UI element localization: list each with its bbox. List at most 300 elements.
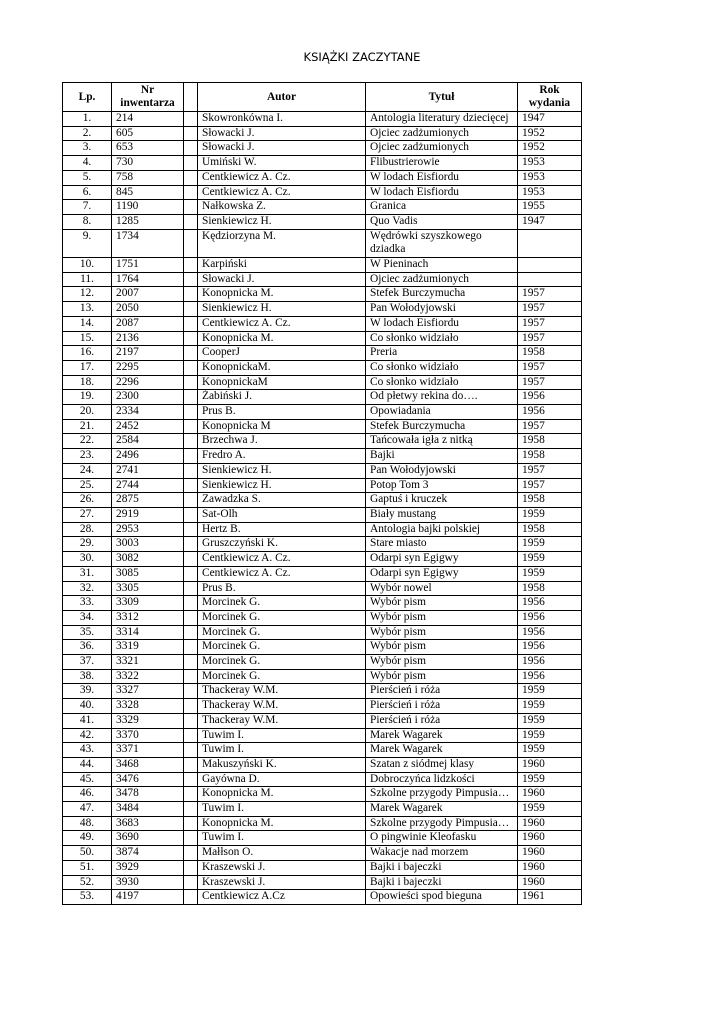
table-row: [63, 566, 582, 581]
cell-autor: Sat-Olh: [198, 507, 366, 522]
cell-rok: 1959: [518, 684, 582, 699]
cell-tytul: W Pieninach: [366, 258, 518, 273]
cell-nr-inwentarza: 2295: [112, 360, 184, 375]
cell-blank: [184, 757, 198, 772]
cell-lp: 14.: [63, 316, 112, 331]
cell-nr-inwentarza: 3322: [112, 669, 184, 684]
cell-lp: 1.: [63, 112, 112, 127]
cell-rok: 1957: [518, 375, 582, 390]
table-row: [63, 390, 582, 405]
cell-autor: Centkiewicz A. Cz.: [198, 552, 366, 567]
cell-tytul: Co słonko widziało: [366, 331, 518, 346]
cell-lp: 9.: [63, 229, 112, 257]
cell-rok: 1958: [518, 449, 582, 464]
cell-lp: 4.: [63, 156, 112, 171]
cell-blank: [184, 112, 198, 127]
cell-rok: 1956: [518, 625, 582, 640]
cell-rok: 1958: [518, 522, 582, 537]
cell-tytul: Bajki: [366, 449, 518, 464]
cell-rok: 1958: [518, 493, 582, 508]
cell-autor: Hertz B.: [198, 522, 366, 537]
cell-rok: 1958: [518, 434, 582, 449]
cell-rok: 1956: [518, 596, 582, 611]
table-row: [63, 126, 582, 141]
cell-blank: [184, 493, 198, 508]
cell-autor: Konopnicka M.: [198, 787, 366, 802]
cell-autor: Gayówna D.: [198, 772, 366, 787]
cell-lp: 13.: [63, 302, 112, 317]
table-row: [63, 537, 582, 552]
table-row: [63, 875, 582, 890]
cell-autor: Umiński W.: [198, 156, 366, 171]
cell-rok: 1959: [518, 507, 582, 522]
table-row: [63, 552, 582, 567]
cell-autor: Kraszewski J.: [198, 875, 366, 890]
cell-nr-inwentarza: 3314: [112, 625, 184, 640]
cell-autor: Fredro A.: [198, 449, 366, 464]
table-row: [63, 141, 582, 156]
cell-tytul: Pan Wołodyjowski: [366, 302, 518, 317]
cell-autor: KonopnickaM.: [198, 360, 366, 375]
cell-rok: 1960: [518, 860, 582, 875]
cell-rok: 1953: [518, 185, 582, 200]
cell-blank: [184, 272, 198, 287]
cell-nr-inwentarza: 4197: [112, 890, 184, 905]
cell-blank: [184, 610, 198, 625]
cell-tytul: Wakacje nad morzem: [366, 846, 518, 861]
cell-autor: Karpiński: [198, 258, 366, 273]
cell-blank: [184, 772, 198, 787]
cell-rok: 1957: [518, 463, 582, 478]
cell-nr-inwentarza: 2087: [112, 316, 184, 331]
cell-autor: Prus B.: [198, 581, 366, 596]
cell-tytul: Pierścień i róża: [366, 684, 518, 699]
cell-blank: [184, 331, 198, 346]
cell-autor: Sienkiewicz H.: [198, 478, 366, 493]
cell-lp: 5.: [63, 170, 112, 185]
cell-lp: 18.: [63, 375, 112, 390]
cell-nr-inwentarza: 3328: [112, 699, 184, 714]
table-row: [63, 229, 582, 257]
table-row: [63, 890, 582, 905]
cell-tytul: Antologia bajki polskiej: [366, 522, 518, 537]
cell-nr-inwentarza: 3082: [112, 552, 184, 567]
cell-tytul: Wybór nowel: [366, 581, 518, 596]
cell-lp: 36.: [63, 640, 112, 655]
cell-tytul: Stefek Burczymucha: [366, 419, 518, 434]
cell-nr-inwentarza: 2050: [112, 302, 184, 317]
table-row: [63, 522, 582, 537]
cell-nr-inwentarza: 3312: [112, 610, 184, 625]
cell-blank: [184, 669, 198, 684]
table-row: [63, 684, 582, 699]
cell-rok: 1959: [518, 699, 582, 714]
cell-rok: 1952: [518, 141, 582, 156]
cell-tytul: Wybór pism: [366, 610, 518, 625]
cell-lp: 52.: [63, 875, 112, 890]
cell-autor: Sienkiewicz H.: [198, 463, 366, 478]
cell-lp: 34.: [63, 610, 112, 625]
cell-nr-inwentarza: 3371: [112, 743, 184, 758]
cell-lp: 27.: [63, 507, 112, 522]
cell-lp: 7.: [63, 200, 112, 215]
cell-autor: Kędziorzyna M.: [198, 229, 366, 257]
cell-blank: [184, 655, 198, 670]
cell-autor: Thackeray W.M.: [198, 699, 366, 714]
cell-blank: [184, 846, 198, 861]
cell-autor: Tuwim I.: [198, 728, 366, 743]
cell-tytul: Wybór pism: [366, 655, 518, 670]
cell-tytul: Pan Wołodyjowski: [366, 463, 518, 478]
cell-nr-inwentarza: 2452: [112, 419, 184, 434]
cell-lp: 50.: [63, 846, 112, 861]
cell-blank: [184, 156, 198, 171]
cell-blank: [184, 229, 198, 257]
page-title: KSIĄŻKI ZACZYTANE: [303, 50, 421, 64]
cell-lp: 30.: [63, 552, 112, 567]
cell-autor: Morcinek G.: [198, 625, 366, 640]
cell-tytul: Stare miasto: [366, 537, 518, 552]
cell-lp: 3.: [63, 141, 112, 156]
cell-blank: [184, 170, 198, 185]
cell-lp: 51.: [63, 860, 112, 875]
cell-lp: 38.: [63, 669, 112, 684]
cell-rok: [518, 272, 582, 287]
cell-blank: [184, 596, 198, 611]
cell-rok: 1960: [518, 757, 582, 772]
header-nr-inwentarza: [112, 83, 184, 112]
cell-tytul: Pierścień i róża: [366, 699, 518, 714]
cell-tytul: Opowiadania: [366, 405, 518, 420]
cell-autor: Tuwim I.: [198, 802, 366, 817]
cell-autor: Konopnicka M: [198, 419, 366, 434]
cell-nr-inwentarza: 3329: [112, 713, 184, 728]
cell-rok: 1960: [518, 787, 582, 802]
cell-nr-inwentarza: 1734: [112, 229, 184, 257]
cell-autor: Morcinek G.: [198, 640, 366, 655]
cell-tytul: Flibustrierowie: [366, 156, 518, 171]
cell-lp: 47.: [63, 802, 112, 817]
cell-lp: 12.: [63, 287, 112, 302]
cell-nr-inwentarza: 2744: [112, 478, 184, 493]
cell-tytul: Od płetwy rekina do….: [366, 390, 518, 405]
cell-autor: KonopnickaM: [198, 375, 366, 390]
cell-nr-inwentarza: 2007: [112, 287, 184, 302]
table-row: [63, 757, 582, 772]
table-row: [63, 478, 582, 493]
cell-nr-inwentarza: 845: [112, 185, 184, 200]
cell-blank: [184, 552, 198, 567]
cell-tytul: O pingwinie Kleofasku: [366, 831, 518, 846]
cell-lp: 31.: [63, 566, 112, 581]
table-row: [63, 699, 582, 714]
cell-lp: 42.: [63, 728, 112, 743]
table-row: [63, 156, 582, 171]
cell-rok: 1947: [518, 112, 582, 127]
table-row: [63, 258, 582, 273]
cell-blank: [184, 787, 198, 802]
cell-autor: Małłson O.: [198, 846, 366, 861]
cell-nr-inwentarza: 2584: [112, 434, 184, 449]
table-row: [63, 802, 582, 817]
table-row: [63, 596, 582, 611]
cell-autor: Morcinek G.: [198, 655, 366, 670]
cell-autor: Konopnicka M.: [198, 331, 366, 346]
cell-autor: Morcinek G.: [198, 669, 366, 684]
cell-rok: 1959: [518, 728, 582, 743]
cell-blank: [184, 258, 198, 273]
cell-nr-inwentarza: 214: [112, 112, 184, 127]
cell-lp: 2.: [63, 126, 112, 141]
cell-nr-inwentarza: 2197: [112, 346, 184, 361]
cell-rok: 1960: [518, 846, 582, 861]
cell-tytul: Biały mustang: [366, 507, 518, 522]
table-row: [63, 375, 582, 390]
cell-tytul: Co słonko widziało: [366, 375, 518, 390]
cell-autor: Morcinek G.: [198, 610, 366, 625]
cell-nr-inwentarza: 3690: [112, 831, 184, 846]
cell-rok: 1959: [518, 743, 582, 758]
table-row: [63, 816, 582, 831]
cell-tytul: Gaptuś i kruczek: [366, 493, 518, 508]
cell-rok: 1959: [518, 772, 582, 787]
cell-rok: 1959: [518, 537, 582, 552]
cell-blank: [184, 185, 198, 200]
cell-autor: Skowronkówna I.: [198, 112, 366, 127]
header-tytul: Tytuł: [366, 83, 518, 112]
cell-blank: [184, 375, 198, 390]
cell-rok: 1959: [518, 552, 582, 567]
cell-blank: [184, 463, 198, 478]
cell-tytul: Co słonko widziało: [366, 360, 518, 375]
cell-lp: 40.: [63, 699, 112, 714]
cell-blank: [184, 214, 198, 229]
table-row: [63, 463, 582, 478]
cell-blank: [184, 507, 198, 522]
cell-tytul: Szatan z siódmej klasy: [366, 757, 518, 772]
cell-blank: [184, 537, 198, 552]
cell-tytul: Wybór pism: [366, 596, 518, 611]
cell-rok: 1956: [518, 669, 582, 684]
cell-rok: [518, 229, 582, 257]
cell-lp: 41.: [63, 713, 112, 728]
cell-autor: Kraszewski J.: [198, 860, 366, 875]
table-row: [63, 772, 582, 787]
cell-blank: [184, 419, 198, 434]
table-row: [63, 507, 582, 522]
cell-nr-inwentarza: 3370: [112, 728, 184, 743]
table-row: [63, 346, 582, 361]
cell-nr-inwentarza: 3309: [112, 596, 184, 611]
table-row: [63, 214, 582, 229]
cell-lp: 8.: [63, 214, 112, 229]
cell-autor: Makuszyński K.: [198, 757, 366, 772]
cell-tytul: Ojciec zadżumionych: [366, 126, 518, 141]
cell-tytul: Quo Vadis: [366, 214, 518, 229]
cell-rok: 1958: [518, 581, 582, 596]
cell-tytul: Szkolne przygody Pimpusia…: [366, 816, 518, 831]
cell-rok: [518, 258, 582, 273]
cell-blank: [184, 566, 198, 581]
cell-autor: Sienkiewicz H.: [198, 302, 366, 317]
table-row: [63, 831, 582, 846]
cell-tytul: Wybór pism: [366, 669, 518, 684]
table-row: [63, 405, 582, 420]
table-row: [63, 787, 582, 802]
cell-nr-inwentarza: 3478: [112, 787, 184, 802]
cell-blank: [184, 802, 198, 817]
cell-rok: 1955: [518, 200, 582, 215]
cell-lp: 43.: [63, 743, 112, 758]
cell-blank: [184, 302, 198, 317]
cell-blank: [184, 126, 198, 141]
cell-rok: 1956: [518, 405, 582, 420]
cell-nr-inwentarza: 605: [112, 126, 184, 141]
cell-autor: Słowacki J.: [198, 141, 366, 156]
cell-rok: 1956: [518, 640, 582, 655]
cell-nr-inwentarza: 1764: [112, 272, 184, 287]
cell-rok: 1960: [518, 816, 582, 831]
cell-tytul: Stefek Burczymucha: [366, 287, 518, 302]
cell-tytul: Odarpi syn Egigwy: [366, 566, 518, 581]
cell-lp: 20.: [63, 405, 112, 420]
cell-nr-inwentarza: 3085: [112, 566, 184, 581]
cell-rok: 1957: [518, 316, 582, 331]
table-row: [63, 360, 582, 375]
cell-nr-inwentarza: 2296: [112, 375, 184, 390]
table-row: [63, 316, 582, 331]
header-nr-line1: Nr: [140, 84, 155, 96]
table-row: [63, 493, 582, 508]
table-row: [63, 272, 582, 287]
cell-blank: [184, 287, 198, 302]
cell-tytul: Antologia literatury dziecięcej: [366, 112, 518, 127]
cell-autor: Thackeray W.M.: [198, 713, 366, 728]
cell-rok: 1960: [518, 875, 582, 890]
cell-tytul: Granica: [366, 200, 518, 215]
cell-rok: 1957: [518, 419, 582, 434]
cell-tytul: Wybór pism: [366, 640, 518, 655]
cell-autor: Konopnicka M.: [198, 816, 366, 831]
cell-nr-inwentarza: 2953: [112, 522, 184, 537]
cell-lp: 6.: [63, 185, 112, 200]
cell-nr-inwentarza: 2741: [112, 463, 184, 478]
cell-blank: [184, 713, 198, 728]
cell-tytul: Pierścień i róża: [366, 713, 518, 728]
cell-lp: 29.: [63, 537, 112, 552]
header-autor: Autor: [198, 83, 366, 112]
cell-lp: 35.: [63, 625, 112, 640]
cell-blank: [184, 875, 198, 890]
cell-nr-inwentarza: 3930: [112, 875, 184, 890]
table-header-row: [63, 83, 582, 112]
table-row: [63, 581, 582, 596]
table-row: [63, 331, 582, 346]
header-nr-line2: inwentarza: [120, 97, 175, 109]
cell-blank: [184, 316, 198, 331]
table-row: [63, 287, 582, 302]
cell-autor: Tuwim I.: [198, 831, 366, 846]
cell-tytul: W lodach Eisfiordu: [366, 185, 518, 200]
cell-lp: 24.: [63, 463, 112, 478]
cell-rok: 1959: [518, 713, 582, 728]
cell-blank: [184, 890, 198, 905]
table-row: [63, 112, 582, 127]
cell-nr-inwentarza: 2136: [112, 331, 184, 346]
cell-lp: 16.: [63, 346, 112, 361]
cell-blank: [184, 360, 198, 375]
cell-blank: [184, 640, 198, 655]
cell-tytul: Preria: [366, 346, 518, 361]
cell-lp: 44.: [63, 757, 112, 772]
cell-nr-inwentarza: 2919: [112, 507, 184, 522]
cell-tytul: Marek Wagarek: [366, 728, 518, 743]
cell-blank: [184, 478, 198, 493]
cell-rok: 1958: [518, 346, 582, 361]
cell-blank: [184, 346, 198, 361]
cell-tytul: Potop Tom 3: [366, 478, 518, 493]
cell-rok: 1959: [518, 566, 582, 581]
cell-rok: 1953: [518, 170, 582, 185]
cell-blank: [184, 405, 198, 420]
cell-tytul: Ojciec zadżumionych: [366, 272, 518, 287]
cell-tytul: Wybór pism: [366, 625, 518, 640]
cell-nr-inwentarza: 730: [112, 156, 184, 171]
table-row: [63, 610, 582, 625]
cell-nr-inwentarza: 1751: [112, 258, 184, 273]
cell-tytul: Szkolne przygody Pimpusia…: [366, 787, 518, 802]
cell-lp: 11.: [63, 272, 112, 287]
cell-tytul: W lodach Eisfiordu: [366, 170, 518, 185]
cell-nr-inwentarza: 3321: [112, 655, 184, 670]
cell-tytul: Tańcowała igła z nitką: [366, 434, 518, 449]
cell-autor: Centkiewicz A. Cz.: [198, 566, 366, 581]
cell-nr-inwentarza: 3305: [112, 581, 184, 596]
cell-nr-inwentarza: 2496: [112, 449, 184, 464]
cell-autor: Centkiewicz A.Cz: [198, 890, 366, 905]
table-row: [63, 200, 582, 215]
cell-nr-inwentarza: 2875: [112, 493, 184, 508]
header-rok-line1: Rok: [539, 84, 560, 96]
cell-lp: 32.: [63, 581, 112, 596]
cell-nr-inwentarza: 3929: [112, 860, 184, 875]
cell-autor: Sienkiewicz H.: [198, 214, 366, 229]
cell-blank: [184, 522, 198, 537]
cell-lp: 15.: [63, 331, 112, 346]
cell-tytul: Wędrówki szyszkowego dziadka: [366, 229, 518, 257]
cell-autor: Morcinek G.: [198, 596, 366, 611]
table-row: [63, 185, 582, 200]
cell-rok: 1957: [518, 302, 582, 317]
cell-autor: Zawadzka S.: [198, 493, 366, 508]
table-row: [63, 640, 582, 655]
cell-autor: Konopnicka M.: [198, 287, 366, 302]
cell-tytul: W lodach Eisfiordu: [366, 316, 518, 331]
cell-nr-inwentarza: 3683: [112, 816, 184, 831]
cell-blank: [184, 200, 198, 215]
cell-autor: Słowacki J.: [198, 126, 366, 141]
cell-lp: 19.: [63, 390, 112, 405]
table-row: [63, 419, 582, 434]
cell-nr-inwentarza: 653: [112, 141, 184, 156]
cell-lp: 45.: [63, 772, 112, 787]
cell-rok: 1947: [518, 214, 582, 229]
cell-blank: [184, 390, 198, 405]
cell-lp: 33.: [63, 596, 112, 611]
cell-rok: 1957: [518, 360, 582, 375]
cell-autor: CooperJ: [198, 346, 366, 361]
cell-nr-inwentarza: 1190: [112, 200, 184, 215]
